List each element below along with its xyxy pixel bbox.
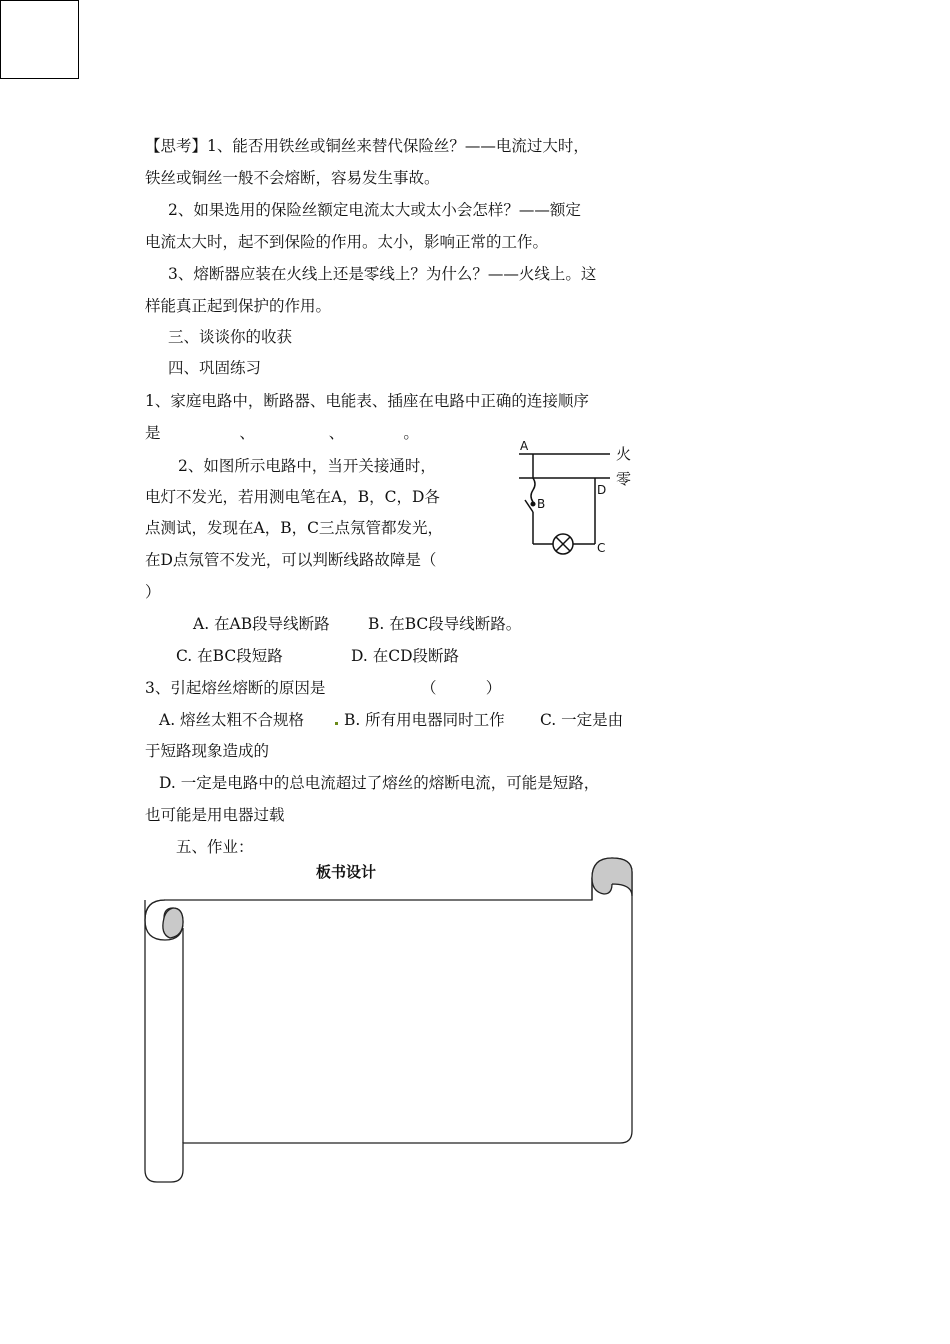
- label-c: C: [597, 541, 606, 555]
- q3-option-b: B. 所有用电器同时工作: [334, 710, 505, 730]
- scroll-body: [145, 858, 632, 1182]
- label-d: D: [597, 483, 607, 497]
- think-line-4: 电流太大时，起不到保险的作用。太小，影响正常的工作。: [145, 233, 549, 251]
- q2-option-c: C. 在BC段短路: [176, 647, 283, 665]
- fuse-wire: [531, 478, 535, 502]
- think-line-3: 2、如果选用的保险丝额定电流太大或太小会怎样？——额定: [168, 201, 581, 219]
- section-4-heading: 四、巩固练习: [168, 359, 262, 377]
- corner-box: [0, 0, 79, 79]
- q3-line-1: 3、引起熔丝熔断的原因是: [145, 679, 326, 697]
- think-line-2: 铁丝或铜丝一般不会熔断，容易发生事故。: [145, 169, 440, 187]
- circuit-diagram: [515, 434, 645, 559]
- q2-line-3: 点测试，发现在A，B，C三点氖管都发光，: [145, 519, 443, 537]
- label-b: B: [537, 497, 546, 511]
- think-line-1: 【思考】1、能否用铁丝或铜丝来替代保险丝？——电流过大时，: [145, 137, 589, 155]
- section-5-heading: 五、作业：: [176, 838, 254, 856]
- section-3-heading: 三、谈谈你的收获: [168, 328, 293, 346]
- q2-option-a: A. 在AB段导线断路: [193, 615, 330, 633]
- q2-line-1: 2、如图所示电路中，当开关接通时，: [178, 457, 436, 475]
- q3-answer-paren: （ ）: [421, 679, 502, 697]
- q2-line-5: ）: [145, 583, 161, 601]
- think-line-5: 3、熔断器应装在火线上还是零线上？为什么？——火线上。这: [168, 265, 597, 283]
- q2-line-2: 电灯不发光，若用测电笔在A，B，C，D各: [145, 488, 440, 506]
- q1-line-1: 1、家庭电路中，断路器、电能表、插座在电路中正确的连接顺序: [145, 392, 589, 410]
- q3-option-c-cont: 于短路现象造成的: [145, 742, 270, 760]
- label-live: 火: [616, 445, 632, 463]
- board-design-title: 板书设计: [316, 863, 377, 881]
- q3-option-d-cont: 也可能是用电器过载: [145, 806, 285, 824]
- q2-option-d: D. 在CD段断路: [351, 647, 460, 665]
- q2-line-4: 在D点氖管不发光，可以判断线路故障是（: [145, 551, 437, 569]
- q3-option-d: D. 一定是电路中的总电流超过了熔丝的熔断电流，可能是短路，: [159, 774, 600, 792]
- scroll-frame: [130, 850, 642, 1190]
- label-neutral: 零: [616, 470, 632, 488]
- scroll-curl-top-left: [163, 908, 183, 938]
- q1-line-2: 是 、 、 。: [145, 424, 419, 442]
- think-line-6: 样能真正起到保护的作用。: [145, 297, 332, 315]
- label-a: A: [520, 439, 529, 453]
- q3-option-c: C. 一定是由: [540, 711, 624, 729]
- q3-option-a: A. 熔丝太粗不合规格: [159, 711, 305, 729]
- q2-option-b: B. 在BC段导线断路。: [368, 615, 522, 633]
